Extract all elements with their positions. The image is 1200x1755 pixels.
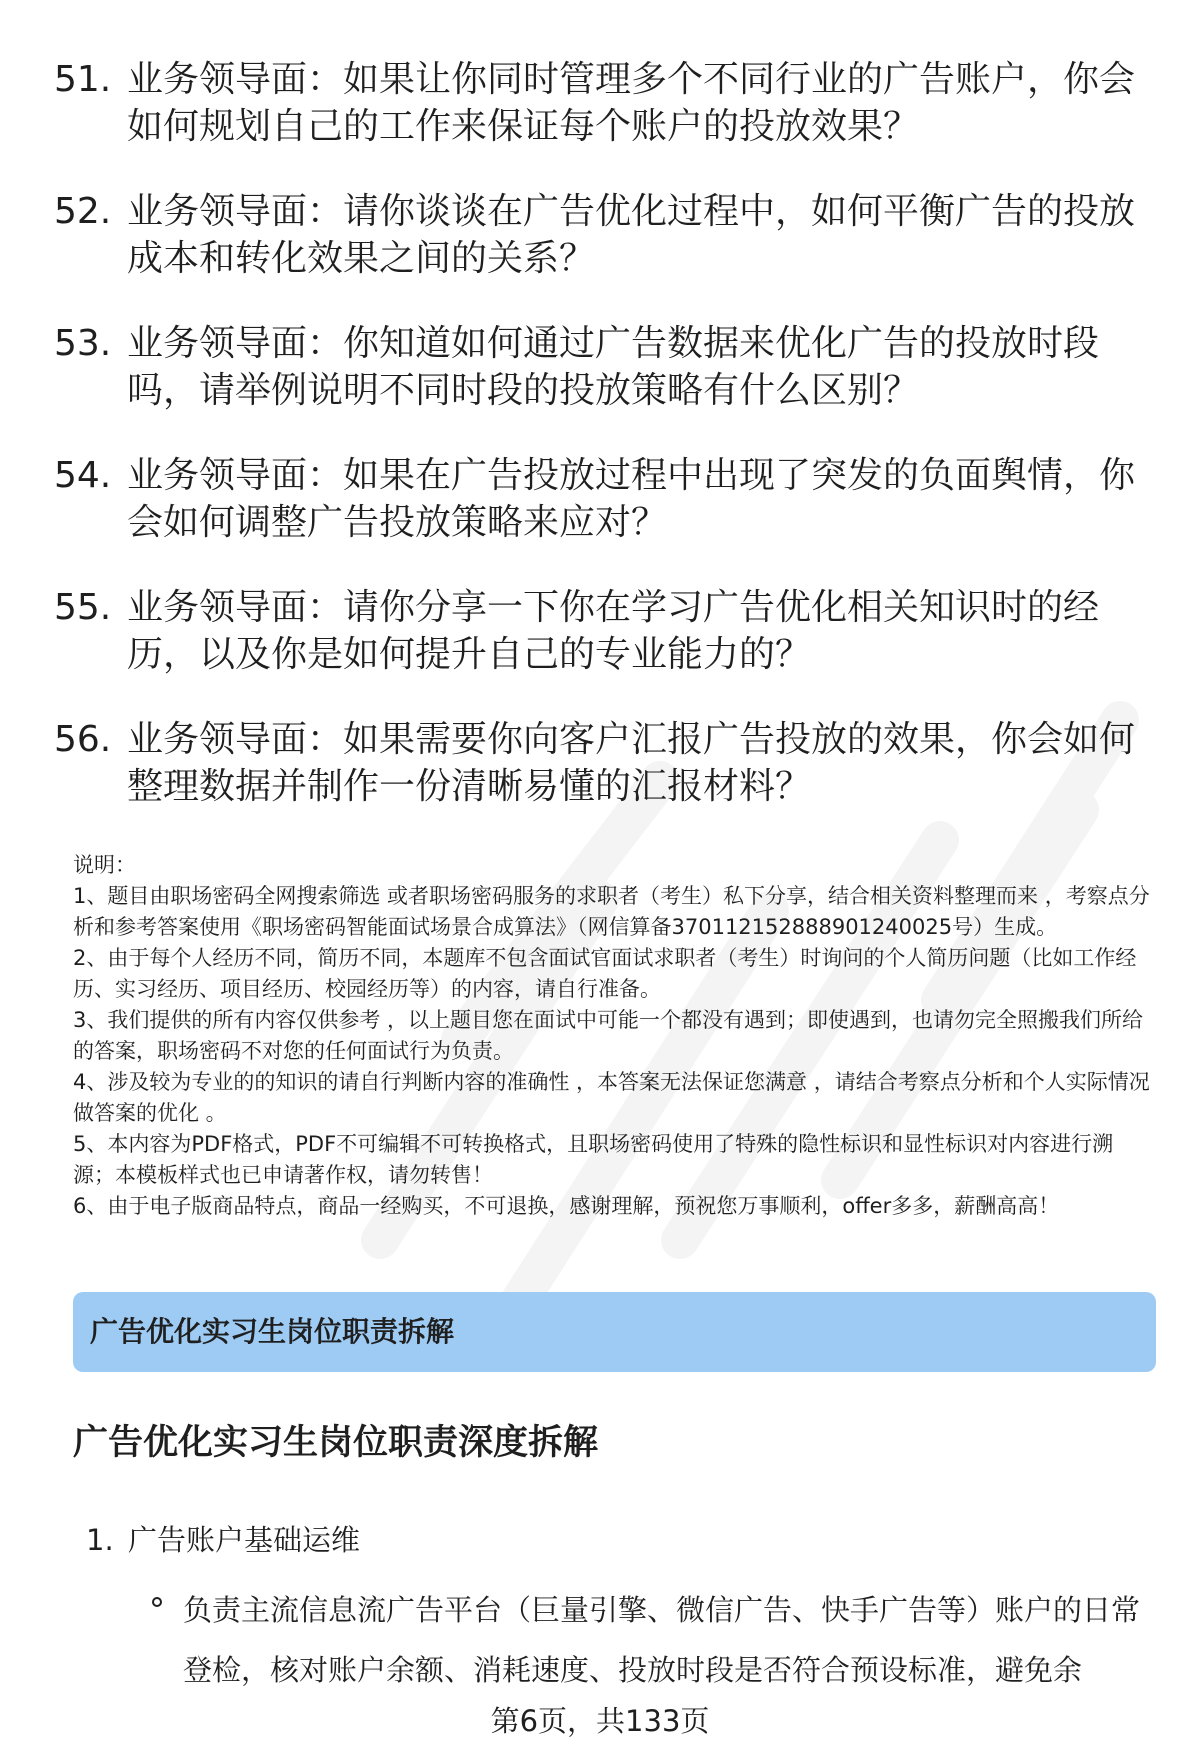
notes-title: 说明： xyxy=(73,853,136,877)
question-text: 业务领导面：你知道如何通过广告数据来优化广告的投放时段吗，请举例说明不同时段的投放策略有什么区别？ xyxy=(127,323,1100,411)
question-item xyxy=(0,452,1200,584)
question-item xyxy=(0,716,1200,848)
ordered-list-item xyxy=(86,1520,360,1560)
bullet-text: 负责主流信息流广告平台（巨量引擎、微信广告、快手广告等）账户的日常登检，核对账户余额、消耗速度、投放时段是否符合预设标准，避免余 xyxy=(183,1593,1141,1687)
page-footer xyxy=(0,1702,1200,1740)
note-item: 3、我们提供的所有内容仅供参考 ，以上题目您在面试中可能一个都没有遇到；即使遇到，也请勿完全照搬我们所给的答案，职场密码不对您的任何面试行为负责。 xyxy=(73,1008,1144,1063)
question-text: 业务领导面：请你谈谈在广告优化过程中，如何平衡广告的投放成本和转化效果之间的关系？ xyxy=(127,191,1136,279)
question-item xyxy=(0,320,1200,452)
note-item: 6、由于电子版商品特点，商品一经购买，不可退换，感谢理解，预祝您万事顺利，offer多多，薪酬高高！ xyxy=(73,1194,1060,1218)
question-item xyxy=(0,584,1200,716)
question-number: 56. xyxy=(54,719,112,760)
note-item: 5、本内容为PDF格式，PDF不可编辑不可转换格式，且职场密码使用了特殊的隐性标识和显性标识对内容进行溯源；本模板样式也已申请著作权，请勿转售！ xyxy=(73,1132,1114,1187)
question-text: 业务领导面：如果需要你向客户汇报广告投放的效果，你会如何整理数据并制作一份清晰易懂的汇报材料？ xyxy=(127,719,1136,807)
banner-title: 广告优化实习生岗位职责拆解 xyxy=(90,1315,455,1348)
question-text: 业务领导面：如果让你同时管理多个不同行业的广告账户，你会如何规划自己的工作来保证每个账户的投放效果？ xyxy=(127,59,1136,147)
page-number: 第6页，共133页 xyxy=(487,1704,714,1738)
question-item xyxy=(0,188,1200,320)
question-item xyxy=(0,56,1200,188)
question-number: 51. xyxy=(54,59,112,100)
list-item-title: 广告账户基础运维 xyxy=(128,1523,361,1557)
question-text: 业务领导面：请你分享一下你在学习广告优化相关知识时的经历，以及你是如何提升自己的专业能力的？ xyxy=(127,587,1100,675)
question-number: 53. xyxy=(54,323,112,364)
notes-section xyxy=(73,850,1153,1222)
note-item: 2、由于每个人经历不同，简历不同，本题库不包含面试官面试求职者（考生）时询问的个人简历问题（比如工作经历、实习经历、项目经历、校园经历等）的内容，请自行准备。 xyxy=(73,946,1137,1001)
hollow-bullet-icon xyxy=(152,1597,162,1607)
question-number: 55. xyxy=(54,587,112,628)
section-banner xyxy=(73,1292,1156,1372)
question-text: 业务领导面：如果在广告投放过程中出现了突发的负面舆情，你会如何调整广告投放策略来应对？ xyxy=(127,455,1136,543)
note-item: 1、题目由职场密码全网搜索筛选 或者职场密码服务的求职者（考生）私下分享，结合相关资料整理而来 ，考察点分析和参考答案使用《职场密码智能面试场景合成算法》（网信算备370112152888901240025号）生成。 xyxy=(73,884,1150,939)
question-list xyxy=(0,56,1200,848)
question-number: 54. xyxy=(54,455,112,496)
question-number: 52. xyxy=(54,191,112,232)
list-number: 1. xyxy=(86,1523,114,1557)
section-heading: 广告优化实习生岗位职责深度拆解 xyxy=(73,1423,599,1463)
note-item: 4、涉及较为专业的的知识的请自行判断内容的准确性 ，本答案无法保证您满意 ，请结合考察点分析和个人实际情况做答案的优化 。 xyxy=(73,1070,1150,1125)
